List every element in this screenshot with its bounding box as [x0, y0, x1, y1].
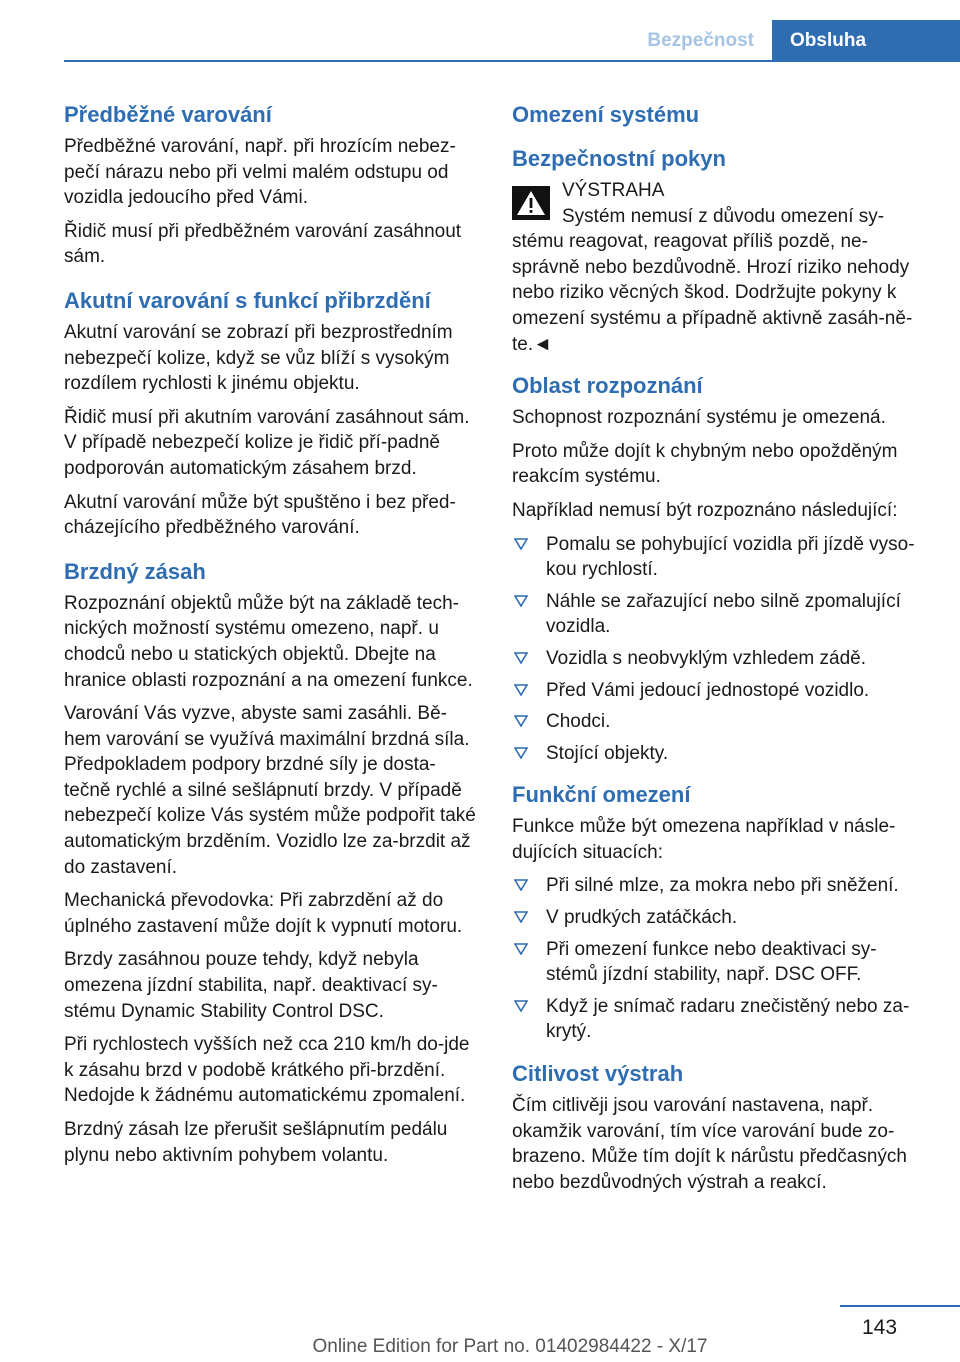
- list-item-text: Chodci.: [546, 711, 611, 733]
- triangle-bullet-icon: [514, 911, 528, 923]
- paragraph: Proto může dojít k chybným nebo opožděným reakcím systému.: [512, 440, 898, 488]
- triangle-bullet-icon: [514, 538, 528, 550]
- subsection-title-citlivost-vystrah: Citlivost výstrah: [512, 1061, 684, 1087]
- header-tab-bezpecnost[interactable]: Bezpečnost: [647, 30, 754, 51]
- list-item: [512, 994, 926, 1045]
- paragraph: Předběžné varování, např. při hrozícím nebez-pečí nárazu nebo při velmi malém odstupu od vozidla jedoucího před Vámi.: [64, 136, 456, 209]
- list-item: [512, 532, 926, 583]
- paragraph: Brzdný zásah lze přerušit sešlápnutím pedálu plynu nebo aktivním pohybem volantu.: [64, 1119, 448, 1166]
- triangle-bullet-icon: [514, 943, 528, 955]
- list-item: [512, 646, 926, 672]
- list-item: [512, 709, 926, 735]
- subsection-title-funkcni-omezeni: Funkční omezení: [512, 782, 691, 808]
- list-item: [512, 937, 926, 988]
- triangle-bullet-icon: [514, 1000, 528, 1012]
- subsection-title-oblast-rozpoznani: Oblast rozpoznání: [512, 373, 703, 399]
- paragraph: Řidič musí při akutním varování zasáhnout sám. V případě nebezpečí kolize je řidič pří-padně podporován automatickým zásahem brzd.: [64, 406, 470, 479]
- triangle-bullet-icon: [514, 652, 528, 664]
- footer-edition: [0, 1336, 960, 1358]
- warning-heading: VÝSTRAHA: [562, 180, 665, 201]
- paragraph: Akutní varování může být spuštěno i bez před-cházejícího předběžného varování.: [64, 491, 456, 539]
- list-item: [512, 589, 926, 640]
- section-title-predbezne: Předběžné varování: [64, 102, 272, 127]
- list-item-text: Pomalu se pohybující vozidla při jízdě vyso-kou rychlostí.: [546, 533, 915, 581]
- list-item-text: Stojící objekty.: [546, 742, 669, 764]
- footer-edition-text: Online Edition for Part no. 01402984422 - X/17: [312, 1336, 708, 1357]
- paragraph: Při rychlostech vyšších než cca 210 km/h do-jde k zásahu brzd v podobě krátkého při-brzdění. Nedojde k žádnému automatickému zpomalení.: [64, 1034, 470, 1107]
- header-tab-obsluha[interactable]: Obsluha: [772, 20, 960, 60]
- list-item-text: Při omezení funkce nebo deaktivaci sy-stémů jízdní stability, např. DSC OFF.: [546, 938, 877, 986]
- triangle-bullet-icon: [514, 879, 528, 891]
- list-item-text: Při silné mlze, za mokra nebo při sněžení.: [546, 875, 899, 897]
- list-item-text: Vozidla s neobvyklým vzhledem zádě.: [546, 647, 866, 669]
- paragraph: Brzdy zasáhnou pouze tehdy, když nebyla omezena jízdní stabilita, např. deaktivací sy-stému Dynamic Stability Control DSC.: [64, 949, 438, 1022]
- list-item: [512, 678, 926, 704]
- paragraph: Například nemusí být rozpoznáno následující:: [512, 499, 898, 521]
- list-item: [512, 905, 926, 931]
- paragraph: Řidič musí při předběžném varování zasáhnout sám.: [64, 220, 462, 268]
- page-header: [629, 20, 960, 60]
- section-title-akutni: Akutní varování s funkcí přibrzdění: [64, 287, 431, 313]
- list-item-text: V prudkých zatáčkách.: [546, 907, 738, 929]
- left-column: [64, 100, 478, 1176]
- paragraph: Mechanická převodovka: Při zabrzdění až do úplného zastavení může dojít k vypnutí motoru.: [64, 890, 463, 937]
- list-item: [512, 873, 926, 899]
- warning-first-line: Systém nemusí z důvodu omezení sy-: [562, 205, 885, 227]
- list-item: [512, 741, 926, 767]
- warning-block: [512, 178, 926, 357]
- section-title-omezeni-systemu: Omezení systému: [512, 102, 700, 127]
- list-item-text: Když je snímač radaru znečistěný nebo za-krytý.: [546, 995, 910, 1043]
- footer-rule: [840, 1305, 960, 1307]
- paragraph: Rozpoznání objektů může být na základě tech-nických možností systému omezeno, např. u chodců nebo u statických objektů. Dbejte na hranice oblasti rozpoznání a na omezení funkce.: [64, 592, 473, 691]
- triangle-bullet-icon: [514, 747, 528, 759]
- subsection-title-bezpecnostni-pokyn: Bezpečnostní pokyn: [512, 146, 726, 171]
- list-item-text: Náhle se zařazující nebo silně zpomalující vozidla.: [546, 590, 901, 638]
- list-item-text: Před Vámi jedoucí jednostopé vozidlo.: [546, 679, 870, 701]
- warning-triangle-icon: [512, 186, 550, 220]
- paragraph: Varování Vás vyzve, abyste sami zasáhli. Bě-hem varování se využívá maximální brzdná síla. Předpokladem podpory brzdné síly je dosta-tečně rychlé a silné sešlápnutí brzdy. V případě nebezpečí kolize Vás systém může podpořit také automatickým brzděním. Vozidlo lze za-brzdit až do zastavení.: [64, 703, 476, 878]
- page-number: 143: [862, 1316, 898, 1339]
- section-title-brzdny-zasah: Brzdný zásah: [64, 558, 206, 584]
- triangle-bullet-icon: [514, 715, 528, 727]
- paragraph: Schopnost rozpoznání systému je omezená.: [512, 407, 886, 429]
- paragraph: Akutní varování se zobrazí při bezprostředním nebezpečí kolize, když se vůz blíží s vysokým rozdílem rychlosti k jinému objektu.: [64, 321, 453, 395]
- triangle-bullet-icon: [514, 595, 528, 607]
- header-rule: [64, 60, 960, 62]
- bullet-list-rozpoznani: [512, 532, 926, 767]
- paragraph: Funkce může být omezena například v násle-dujících situacích:: [512, 816, 896, 863]
- paragraph: Čím citlivěji jsou varování nastavena, např. okamžik varování, tím více varování bude zo-brazeno. Může tím dojít k nárůstu předčasných nebo bezdůvodných výstrah a reakcí.: [512, 1095, 907, 1193]
- triangle-bullet-icon: [514, 684, 528, 696]
- bullet-list-omezeni: [512, 873, 926, 1045]
- right-column: [512, 100, 926, 1203]
- warning-body: stému reagovat, reagovat příliš pozdě, ne-správně nebo bezdůvodně. Hrozí riziko nehody nebo riziko věcných škod. Dodržujte pokyny k omezení systému a případně aktivně zasáh-něte.◄: [512, 231, 913, 355]
